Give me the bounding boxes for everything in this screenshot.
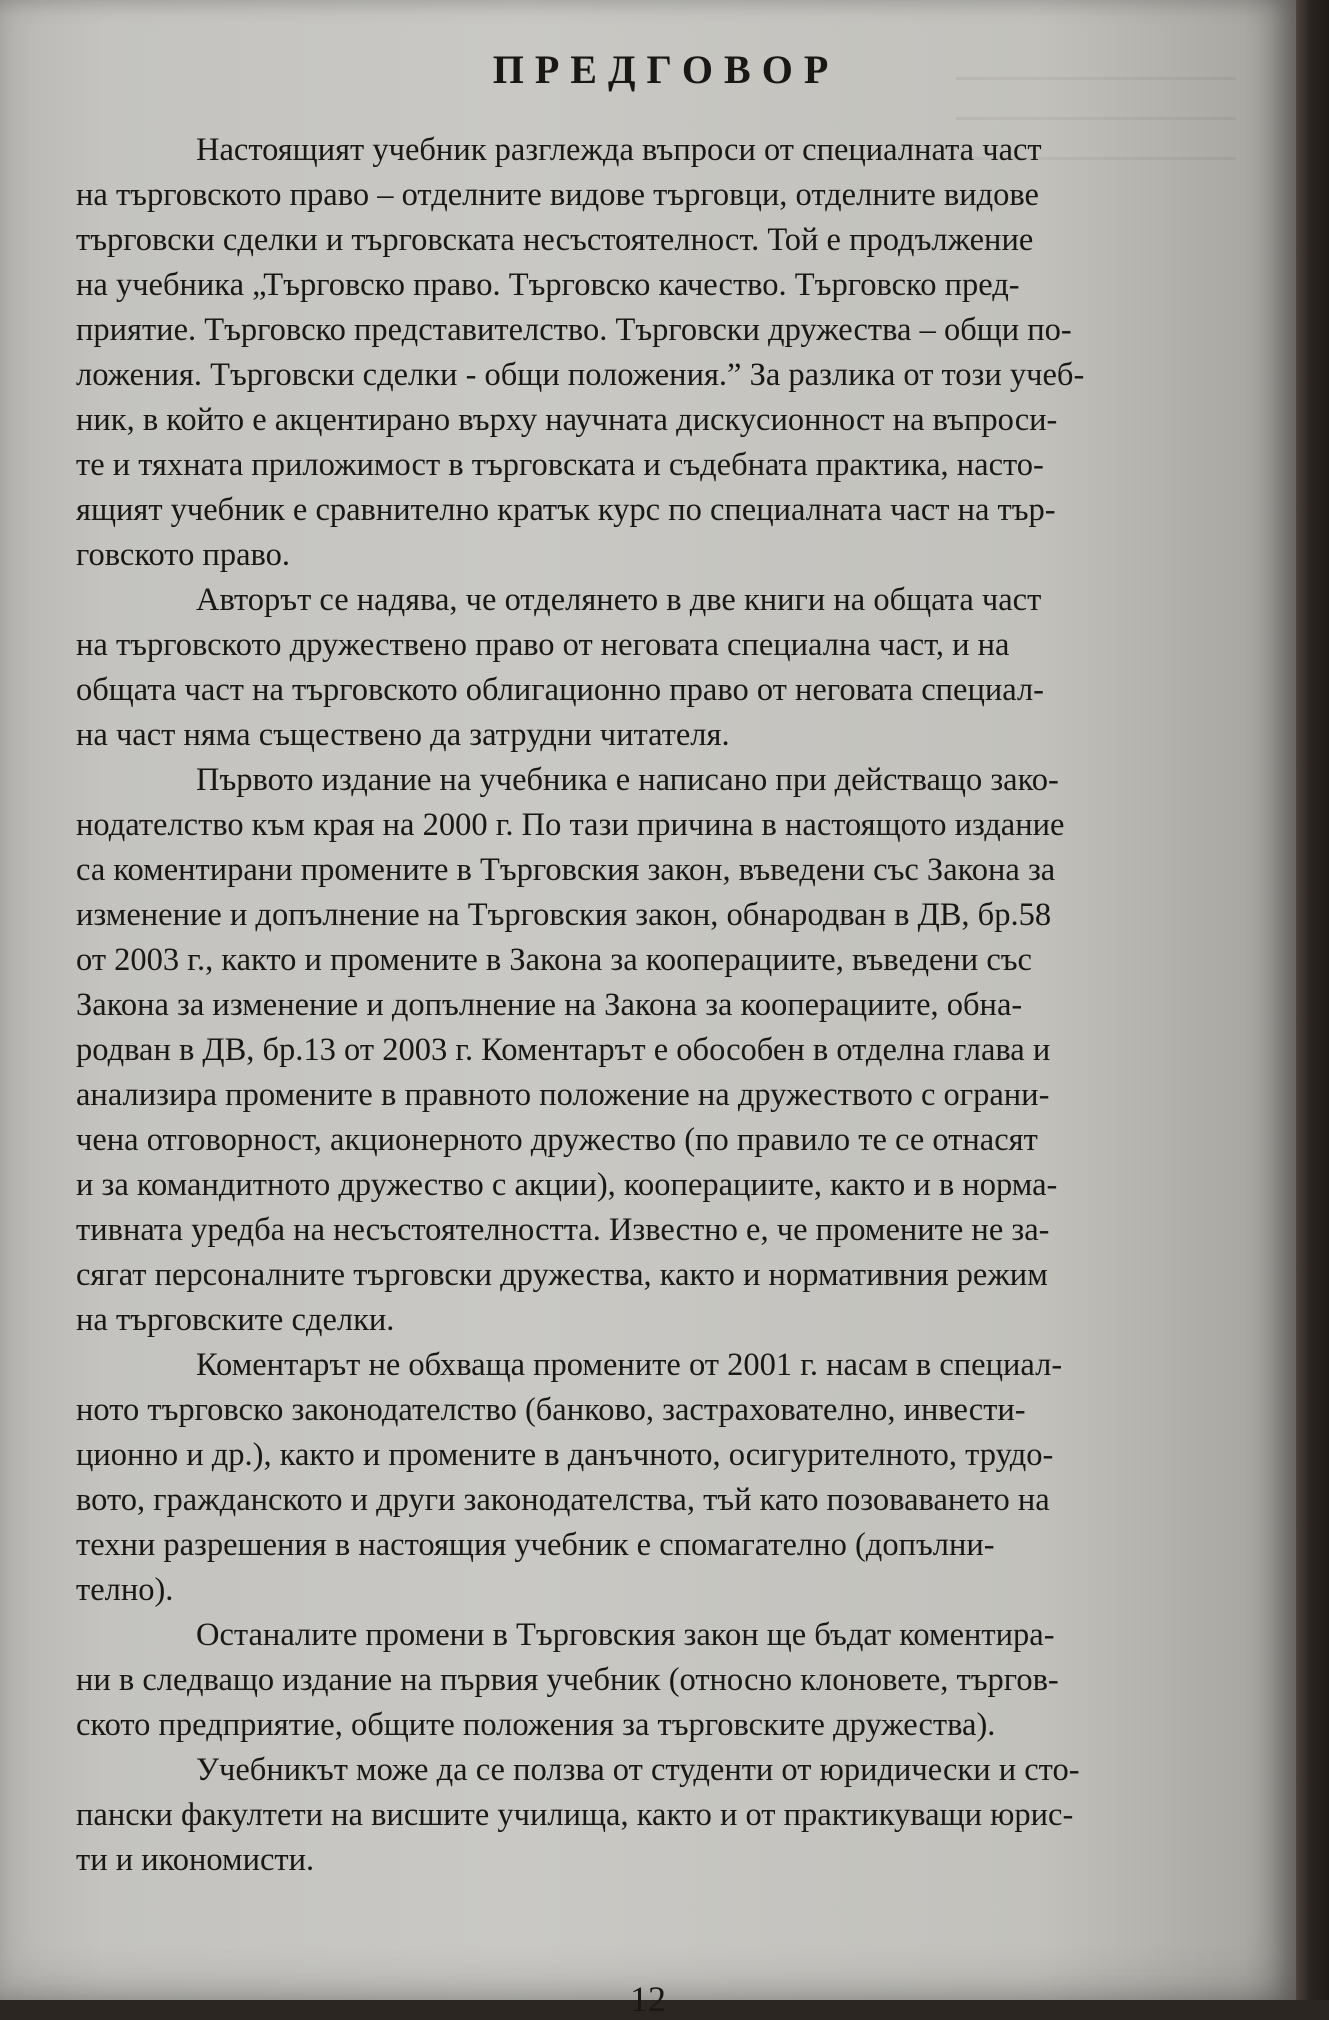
page-content	[76, 40, 1246, 1883]
paragraph	[76, 758, 1246, 1343]
text-line: говското право.	[76, 537, 291, 573]
preface-body	[76, 128, 1246, 1883]
text-line: от 2003 г., както и промените в Закона за кооперациите, въведени със	[76, 942, 1032, 978]
page-title: ПРЕДГОВОР	[492, 47, 840, 92]
text-line: Учебникът може да се ползва от студенти от юридически и сто-	[196, 1752, 1080, 1788]
paragraph	[76, 128, 1246, 578]
text-line: Настоящият учебник разглежда въпроси от специалната част	[196, 132, 1042, 168]
text-line: родван в ДВ, бр.13 от 2003 г. Коментарът е обособен в отделна глава и	[76, 1032, 1051, 1068]
text-line: телно).	[76, 1572, 174, 1608]
text-line: приятие. Търговско представителство. Търговски дружества – общи по-	[76, 312, 1072, 348]
text-line: ското предприятие, общите положения за търговските дружества).	[76, 1707, 996, 1743]
text-line: на част няма съществено да затрудни читателя.	[76, 717, 730, 753]
text-line: на търговските сделки.	[76, 1302, 395, 1338]
paragraph	[76, 1613, 1246, 1748]
text-line: ложения. Търговски сделки - общи положения.” За разлика от този учеб-	[76, 357, 1085, 393]
text-line: те и тяхната приложимост в търговската и съдебната практика, насто-	[76, 447, 1044, 483]
text-line: тивната уредба на несъстоятелността. Известно е, че промените не за-	[76, 1212, 1050, 1248]
text-line: търговски сделки и търговската несъстоятелност. Той е продължение	[76, 222, 1034, 258]
text-line: ционно и др.), както и промените в данъчното, осигурителното, трудо-	[76, 1437, 1054, 1473]
text-line: сягат персоналните търговски дружества, както и нормативния режим	[76, 1257, 1048, 1293]
text-line: на търговското право – отделните видове търговци, отделните видове	[76, 177, 1039, 213]
text-line: ното търговско законодателство (банково, застрахователно, инвести-	[76, 1392, 1026, 1428]
page-number: 12	[630, 1979, 666, 2019]
text-line: анализира промените в правното положение на дружеството с ограни-	[76, 1077, 1050, 1113]
book-spine-edge	[1296, 0, 1329, 2000]
text-line: са коментирани промените в Търговския закон, въведени със Закона за	[76, 852, 1056, 888]
text-line: и за командитното дружество с акции), кооперациите, както и в норма-	[76, 1167, 1058, 1203]
paragraph	[76, 1748, 1246, 1883]
text-line: вото, гражданското и други законодателства, тъй като позоваването на	[76, 1482, 1050, 1518]
text-line: ти и икономисти.	[76, 1842, 315, 1878]
text-line: Закона за изменение и допълнение на Закона за кооперациите, обна-	[76, 987, 1023, 1023]
text-line: ни в следващо издание на първия учебник (относно клоновете, търгов-	[76, 1662, 1059, 1698]
paragraph	[76, 578, 1246, 758]
text-line: на търговското дружествено право от неговата специална част, и на	[76, 627, 1010, 663]
text-line: техни разрешения в настоящия учебник е спомагателно (допълни-	[76, 1527, 995, 1563]
text-line: общата част на търговското облигационно право от неговата специал-	[76, 672, 1045, 708]
text-line: Останалите промени в Търговския закон ще бъдат коментира-	[196, 1617, 1055, 1653]
text-line: нодателство към края на 2000 г. По тази причина в настоящото издание	[76, 807, 1065, 843]
paragraph	[76, 1343, 1246, 1613]
text-line: Първото издание на учебника е написано при действащо зако-	[196, 762, 1059, 798]
text-line: изменение и допълнение на Търговския закон, обнародван в ДВ, бр.58	[76, 897, 1052, 933]
text-line: Авторът се надява, че отделянето в две книги на общата част	[196, 582, 1042, 618]
text-line: на учебника „Търговско право. Търговско качество. Търговско пред-	[76, 267, 1020, 303]
text-line: пански факултети на висшите училища, както и от практикуващи юрис-	[76, 1797, 1074, 1833]
text-line: ящият учебник е сравнително кратък курс по специалната част на тър-	[76, 492, 1056, 528]
text-line: чена отговорност, акционерното дружество (по правило те се отнасят	[76, 1122, 1038, 1158]
text-line: ник, в който е акцентирано върху научната дискусионност на въпроси-	[76, 402, 1058, 438]
text-line: Коментарът не обхваща промените от 2001 г. насам в специал-	[196, 1347, 1063, 1383]
